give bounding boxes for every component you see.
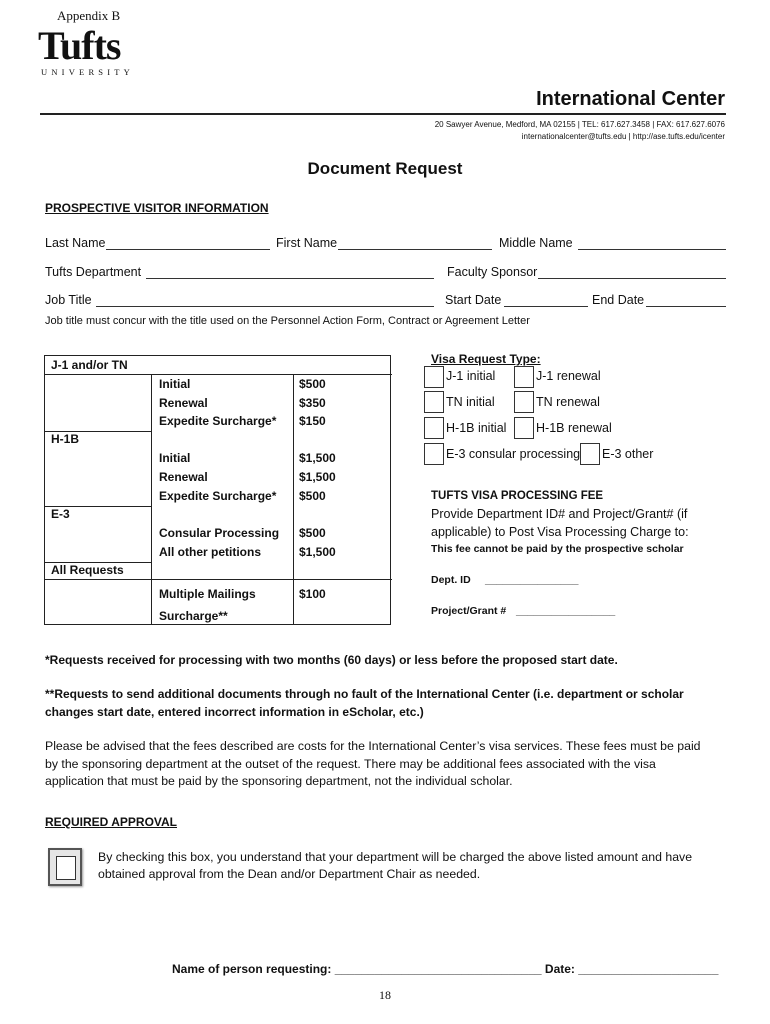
project-grant-label: Project/Grant # [431, 605, 507, 617]
approval-text-line1: By checking this box, you understand that your department will be charged the above listed amount and have [98, 850, 693, 864]
option-label: J-1 initial [446, 369, 496, 383]
checkbox-h1b-initial[interactable] [424, 417, 444, 439]
fee-row-price: $1,500 [299, 451, 336, 465]
note-mailings-line1: **Requests to send additional documents through no fault of the International Center (i.e. department or scholar [45, 687, 684, 701]
start-date-field[interactable] [504, 306, 588, 307]
fee-row-label: All other petitions [159, 545, 261, 559]
fee-row-price: $500 [299, 526, 326, 540]
first-name-field[interactable] [338, 249, 492, 250]
faculty-sponsor-label: Faculty Sponsor [447, 265, 538, 279]
requester-signature-line[interactable]: Name of person requesting: _______________________________ Date: _____________________ [172, 962, 719, 976]
middle-name-field[interactable] [578, 249, 726, 250]
fee-row-price: $500 [299, 489, 326, 503]
page-title: Document Request [307, 159, 463, 178]
checkbox-h1b-renewal[interactable] [514, 417, 534, 439]
first-name-label: First Name [276, 236, 338, 250]
option-label: E-3 consular processing [446, 447, 581, 461]
fee-row-label: Initial [159, 451, 191, 465]
org-title: International Center [536, 88, 725, 110]
checkbox-tn-renewal[interactable] [514, 391, 534, 413]
last-name-field[interactable] [106, 249, 270, 250]
approval-text-line2: obtained approval from the Dean and/or Department Chair as needed. [98, 867, 481, 881]
fee-row-label: Multiple Mailings [159, 587, 256, 601]
dept-id-field[interactable]: ________________ [485, 574, 579, 586]
fee-group-h1b: H-1B [51, 432, 80, 446]
fee-row-label: Consular Processing [159, 526, 280, 540]
visa-request-heading: Visa Request Type: [431, 352, 541, 366]
fee-group-j1-tn: J-1 and/or TN [51, 358, 128, 372]
processing-fee-line2: applicable) to Post Visa Processing Charge to: [431, 525, 689, 539]
department-label: Tufts Department [45, 265, 142, 279]
department-field[interactable] [146, 278, 434, 279]
approval-heading: REQUIRED APPROVAL [45, 815, 178, 829]
job-title-note: Job title must concur with the title used on the Personnel Action Form, Contract or Agreement Letter [45, 315, 530, 327]
option-label: E-3 other [602, 447, 654, 461]
checkbox-e3-consular[interactable] [424, 443, 444, 465]
fee-row-label: Renewal [159, 396, 208, 410]
project-grant-field[interactable]: _________________ [516, 605, 616, 617]
start-date-label: Start Date [445, 293, 502, 307]
fee-group-all-requests: All Requests [51, 563, 124, 577]
advisory-line3: application that must be paid by the sponsoring department, not the individual scholar. [45, 774, 513, 788]
approval-checkbox[interactable] [48, 848, 82, 886]
address-line: 20 Sawyer Avenue, Medford, MA 02155 | TEL: 617.627.3458 | FAX: 617.627.6076 [434, 120, 725, 129]
tufts-logo-subtitle: UNIVERSITY [41, 67, 134, 77]
job-title-field[interactable] [96, 306, 434, 307]
end-date-label: End Date [592, 293, 645, 307]
job-title-label: Job Title [45, 293, 92, 307]
option-label: TN initial [446, 395, 495, 409]
fee-row-label-continued: Surcharge** [159, 609, 228, 623]
processing-fee-note: This fee cannot be paid by the prospective scholar [431, 543, 684, 555]
appendix-label: Appendix B [57, 8, 121, 23]
note-mailings-line2: changes start date, entered incorrect information in eScholar, etc.) [45, 705, 424, 719]
checkbox-j1-renewal[interactable] [514, 366, 534, 388]
fee-row-price: $100 [299, 587, 326, 601]
faculty-sponsor-field[interactable] [538, 278, 726, 279]
option-label: H-1B renewal [536, 421, 612, 435]
visitor-section-heading: PROSPECTIVE VISITOR INFORMATION [45, 201, 269, 215]
fee-row-price: $350 [299, 396, 326, 410]
middle-name-label: Middle Name [499, 236, 573, 250]
contact-line: internationalcenter@tufts.edu | http://ase.tufts.edu/icenter [521, 132, 725, 141]
advisory-line1: Please be advised that the fees described are costs for the International Center’s visa services. These fees must be paid [45, 739, 701, 753]
checkbox-tn-initial[interactable] [424, 391, 444, 413]
processing-fee-line1: Provide Department ID# and Project/Grant# (if [431, 507, 688, 521]
dept-id-label: Dept. ID [431, 574, 471, 586]
option-label: TN renewal [536, 395, 600, 409]
checkbox-j1-initial[interactable] [424, 366, 444, 388]
fee-row-label: Expedite Surcharge* [159, 489, 277, 503]
fee-row-label: Expedite Surcharge* [159, 414, 277, 428]
fee-row-label: Initial [159, 377, 191, 391]
end-date-field[interactable] [646, 306, 726, 307]
option-label: H-1B initial [446, 421, 507, 435]
fee-row-price: $1,500 [299, 470, 336, 484]
advisory-line2: by the sponsoring department at the outset of the request. There may be additional fees associated with the visa [45, 757, 656, 771]
checkbox-e3-other[interactable] [580, 443, 600, 465]
fee-row-price: $500 [299, 377, 326, 391]
page-number: 18 [379, 988, 391, 1002]
fee-row-label: Renewal [159, 470, 208, 484]
tufts-logo: Tufts [38, 23, 121, 68]
processing-fee-heading: TUFTS VISA PROCESSING FEE [431, 490, 604, 502]
fee-row-price: $1,500 [299, 545, 336, 559]
option-label: J-1 renewal [536, 369, 601, 383]
last-name-label: Last Name [45, 236, 106, 250]
fee-group-e3: E-3 [51, 507, 70, 521]
header-rule [40, 113, 726, 115]
note-expedite: *Requests received for processing with two months (60 days) or less before the proposed start date. [45, 653, 618, 667]
fee-row-price: $150 [299, 414, 326, 428]
